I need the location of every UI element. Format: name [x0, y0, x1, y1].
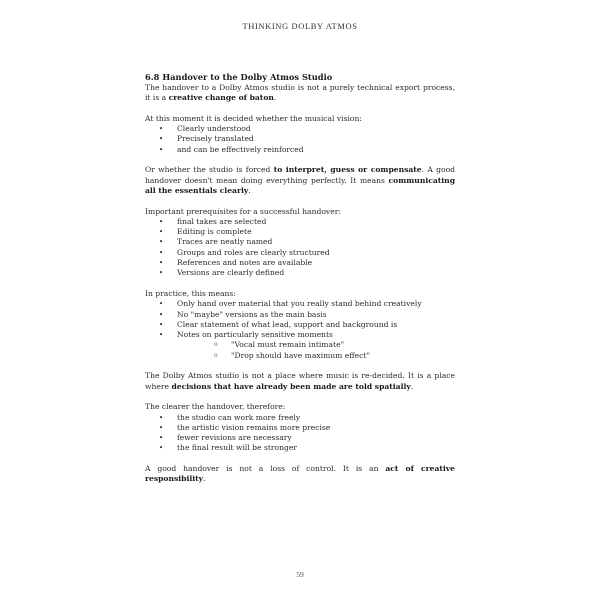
bullet-icon: •	[159, 125, 164, 134]
closing-paragraph: A good handover is not a loss of control. It is an act of creative responsibility.	[145, 463, 455, 484]
bullet-icon: •	[159, 145, 164, 154]
bullet-icon: •	[159, 135, 164, 144]
bullet-icon: •	[159, 444, 164, 453]
bullet-icon: •	[159, 269, 164, 278]
list-item: • Editing is complete	[159, 227, 252, 237]
studio-paragraph: The Dolby Atmos studio is not a place where music is re-decided. It is a place where decisions that have already been made are told spatially.	[145, 371, 455, 391]
list-item: • Traces are neatly named	[159, 237, 273, 247]
list-item: • Only hand over material that you really stand behind creatively	[159, 299, 422, 309]
bullet-icon: •	[159, 434, 164, 443]
bullet-icon: •	[159, 423, 164, 432]
practice-sublist	[177, 340, 455, 361]
clearer-list	[145, 413, 455, 454]
list-item: • the studio can work more freely	[159, 412, 301, 422]
circle-bullet-icon: o	[214, 341, 218, 349]
prerequisites-list	[145, 217, 455, 279]
list-item: • Groups and roles are clearly structured	[159, 247, 330, 257]
bullet-icon: •	[159, 413, 164, 422]
intro-text: The handover to a Dolby Atmos studio is not a purely technical export process, it is a	[145, 83, 455, 103]
bullet-icon: •	[159, 238, 164, 247]
page-content	[145, 72, 455, 495]
intro-paragraph	[145, 83, 455, 104]
list-item: • Clear statement of what lead, support and background is	[159, 319, 398, 329]
vision-list	[145, 124, 455, 155]
practice-lead: In practice, this means:	[145, 288, 236, 298]
list-item: • final takes are selected	[159, 216, 267, 226]
bullet-icon: •	[159, 217, 164, 226]
list-item: • the artistic vision remains more precise	[159, 422, 331, 432]
list-item: • Versions are clearly defined	[159, 268, 285, 278]
bullet-icon: •	[159, 259, 164, 268]
list-item: • and can be effectively reinforced	[159, 144, 304, 154]
practice-list	[145, 299, 455, 361]
bullet-icon: •	[159, 300, 164, 309]
intro-emphasis: creative change of baton	[168, 93, 274, 103]
bullet-icon: •	[159, 310, 164, 319]
prerequisites-lead: Important prerequisites for a successful handover:	[145, 206, 341, 216]
sub-list-item: o "Drop should have maximum effect"	[214, 350, 370, 360]
bullet-icon: •	[159, 331, 164, 340]
sub-list-item: o "Vocal must remain intimate"	[214, 340, 345, 350]
bullet-icon: •	[159, 248, 164, 257]
bullet-icon: •	[159, 320, 164, 329]
list-item: • fewer revisions are necessary	[159, 433, 292, 443]
list-item: • the final result will be stronger	[159, 443, 297, 453]
section-title: 6.8 Handover to the Dolby Atmos Studio	[145, 72, 333, 82]
list-item: • References and notes are available	[159, 258, 313, 268]
intro-end: .	[273, 93, 277, 103]
forced-paragraph: Or whether the studio is forced to interpret, guess or compensate. A good handover doesn't mean doing everything perfectly. It means communicating all the essentials clearly.	[145, 165, 456, 195]
list-item: • Clearly understood	[159, 124, 251, 134]
vision-lead: At this moment it is decided whether the musical vision:	[145, 113, 362, 123]
list-item: • Notes on particularly sensitive moments o "Vocal must remain intimate" o "Drop should have maximum effect"	[145, 330, 455, 361]
circle-bullet-icon: o	[214, 351, 218, 359]
running-head: THINKING DOLBY ATMOS	[242, 21, 358, 31]
list-item: • No "maybe" versions as the main basis	[159, 309, 327, 319]
page-number: 59	[296, 570, 304, 579]
clearer-lead: The clearer the handover, therefore:	[145, 402, 286, 412]
bullet-icon: •	[159, 228, 164, 237]
list-item: • Precisely translated	[159, 134, 254, 144]
